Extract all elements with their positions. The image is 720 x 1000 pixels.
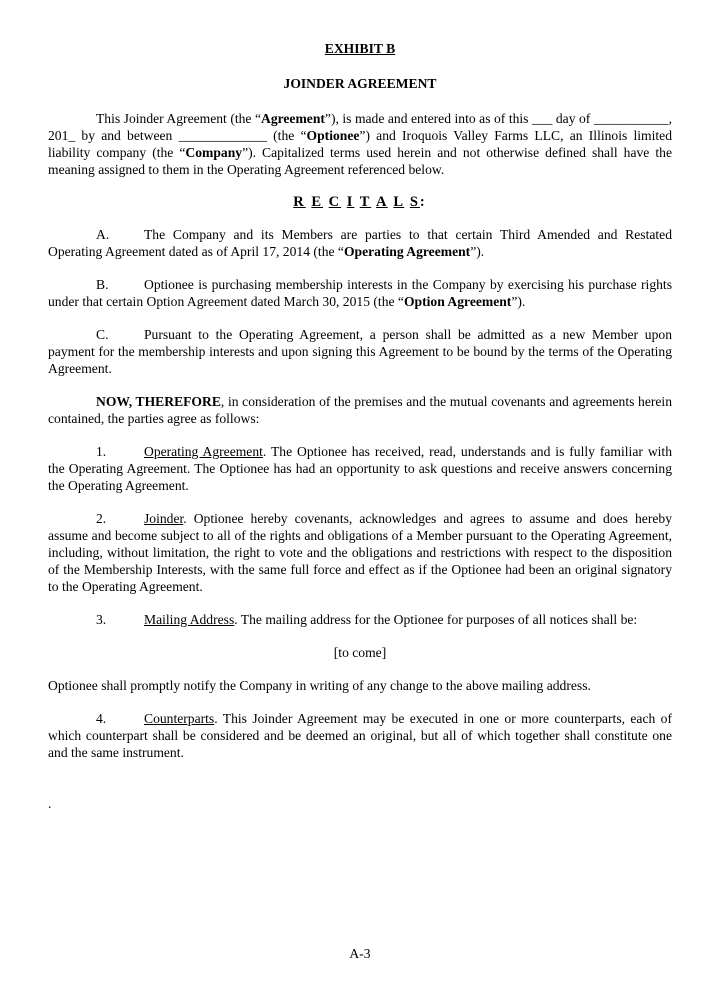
section-1-heading: Operating Agreement	[144, 444, 263, 459]
recital-b-label: B.	[96, 277, 109, 292]
recital-c: C. Pursuant to the Operating Agreement, a person shall be admitted as a new Member upon payment for the membership interests and upon signing this Agreement to be bound by the terms of the Operating Agreement.	[48, 327, 672, 376]
party-blank: _____________	[178, 128, 267, 143]
section-3-heading: Mailing Address	[144, 612, 235, 627]
section-3-number: 3.	[96, 612, 107, 627]
address-change-notice: Optionee shall promptly notify the Company in writing of any change to the above mailing address.	[48, 678, 591, 693]
document-body	[48, 40, 672, 761]
section-4-number: 4.	[96, 711, 107, 726]
day-blank: ___	[531, 111, 553, 126]
agreement-title: JOINDER AGREEMENT	[283, 76, 437, 91]
recitals-heading: R E C I T A L S:	[293, 194, 427, 210]
recital-a: A. The Company and its Members are parties to that certain Third Amended and Restated Operating Agreement dated as of April 17, 2014 (the “Operating Agreement”).	[48, 227, 672, 259]
section-4: 4. Counterparts. This Joinder Agreement may be executed in one or more counterparts, each of which counterpart shall be considered and be deemed an original, but all of which together shall constitute one and the same instrument.	[48, 711, 672, 760]
page-number: A-3	[349, 946, 371, 961]
now-therefore-paragraph: NOW, THEREFORE, in consideration of the premises and the mutual covenants and agreements herein contained, the parties agree as follows:	[48, 394, 673, 426]
trailing-mark: .	[48, 796, 52, 811]
section-2-number: 2.	[96, 511, 107, 526]
date-blank: ___________	[593, 111, 669, 126]
mailing-address-placeholder: [to come]	[333, 645, 387, 660]
section-4-heading: Counterparts	[144, 711, 215, 726]
section-2-heading: Joinder	[144, 511, 184, 526]
section-1: 1. Operating Agreement. The Optionee has received, read, understands and is fully familiar with the Operating Agreement. The Optionee has had an opportunity to ask questions and receive answers concerning the Operating Agreement.	[48, 444, 672, 493]
section-1-number: 1.	[96, 444, 107, 459]
recital-c-label: C.	[96, 327, 109, 342]
recital-a-label: A.	[96, 227, 110, 242]
section-2: 2. Joinder. Optionee hereby covenants, acknowledges and agrees to assume and does hereby assume and become subject to all of the rights and obligations of a Member pursuant to the Operating Agreement, including, without limitation, the right to vote and the obligations and restrictions with respect to the disposition of the Membership Interests, with the same full force and effect as if the Optionee had been an original signatory to the Operating Agreement.	[48, 511, 672, 594]
section-3: 3. Mailing Address. The mailing address for the Optionee for purposes of all notices shall be:	[96, 612, 638, 627]
recital-b: B. Optionee is purchasing membership interests in the Company by exercising his purchase rights under that certain Option Agreement dated March 30, 2015 (the “Option Agreement”).	[48, 277, 672, 309]
exhibit-title: EXHIBIT B	[324, 41, 396, 56]
intro-paragraph: This Joinder Agreement (the “Agreement”), is made and entered into as of this ___ day of ___________, 201_ by and between _____________ (the “Optionee”) and Iroquois Valley Farms LLC, an Illinois limited liability company (the “Company”). Capitalized terms used herein and not otherwise defined shall have the meaning assigned to them in the Operating Agreement referenced below.	[48, 111, 673, 177]
